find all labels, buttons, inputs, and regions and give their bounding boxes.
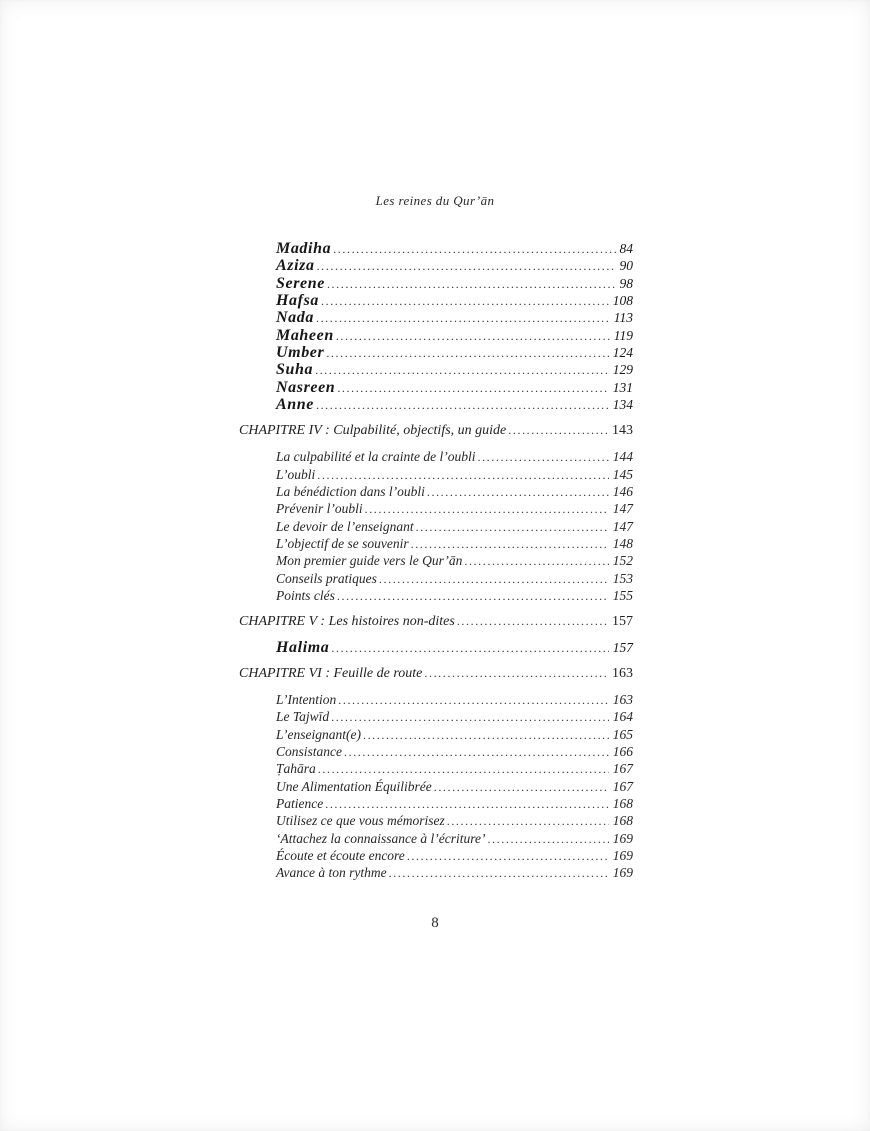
toc-entry-label: Umber <box>276 344 325 362</box>
toc-dot-leader <box>337 379 608 397</box>
toc-entry-label: Le devoir de l’enseignant <box>276 518 414 534</box>
toc-entry-label: Maheen <box>276 326 334 344</box>
toc-dot-leader <box>336 327 610 345</box>
toc-row <box>239 518 633 535</box>
toc-entry-page: 153 <box>612 570 633 586</box>
toc-dot-leader <box>416 518 609 536</box>
toc-dot-leader <box>427 483 609 501</box>
toc-row <box>239 795 633 812</box>
toc-entry-label: Patience <box>276 796 324 812</box>
toc-row <box>239 552 633 569</box>
toc-entry-label: CHAPITRE V : Les histoires non-dites <box>239 613 455 629</box>
toc-entry-label: Consistance <box>276 744 342 760</box>
toc-row <box>239 327 633 344</box>
toc-entry-label: Madiha <box>276 240 332 257</box>
toc-dot-leader <box>411 535 609 553</box>
toc-dot-leader <box>424 665 608 682</box>
toc-row <box>239 448 633 465</box>
toc-entry-page: 169 <box>612 848 633 864</box>
toc-entry-page: 124 <box>612 345 633 361</box>
toc-entry-label: L’oubli <box>276 466 316 482</box>
toc-entry-label: L’enseignant(e) <box>276 726 361 742</box>
toc-row <box>239 257 633 274</box>
toc-entry-label: Points clés <box>276 587 335 603</box>
toc-entry-page: 147 <box>612 501 633 517</box>
toc-entry-page: 144 <box>612 449 633 465</box>
toc-row <box>239 466 633 483</box>
toc-dot-leader <box>508 422 608 439</box>
toc-entry-label: Nasreen <box>276 378 336 396</box>
toc-entry-label: Mon premier guide vers le Qur’ān <box>276 553 463 569</box>
toc-row <box>239 778 633 795</box>
toc-dot-leader <box>333 240 615 258</box>
toc-entry-label: Écoute et écoute encore <box>276 848 405 864</box>
toc-entry-label: Halima <box>276 638 330 656</box>
toc-entry-label: Avance à ton rythme <box>276 865 387 881</box>
toc-entry-label: Prévenir l’oubli <box>276 501 363 517</box>
toc-entry-label: Utilisez ce que vous mémorisez <box>276 813 445 829</box>
toc-entry-page: 163 <box>612 666 633 681</box>
toc-entry-page: 98 <box>619 275 633 291</box>
toc-entry-page: 157 <box>612 613 633 629</box>
toc-entry-label: Nada <box>276 309 314 327</box>
toc-row <box>239 292 633 309</box>
toc-entry-label: CHAPITRE IV : Culpabilité, objectifs, un guide <box>239 423 507 439</box>
toc-row <box>239 864 633 881</box>
toc-entry-label: Hafsa <box>276 292 319 310</box>
toc-entry-label: L’objectif de se souvenir <box>276 535 409 551</box>
page-number: 8 <box>431 915 439 931</box>
toc-entry-page: 167 <box>612 761 633 777</box>
toc-entry-page: 169 <box>612 830 633 846</box>
toc-dot-leader <box>325 795 609 813</box>
toc-entry-page: 129 <box>612 362 633 378</box>
toc-dot-leader <box>321 292 609 310</box>
toc-entry-page: 131 <box>612 379 633 395</box>
toc-entry-page: 169 <box>612 865 633 881</box>
toc-row <box>239 587 633 604</box>
toc-entry-label: Une Alimentation Équilibrée <box>276 778 432 794</box>
toc-entry-label: Serene <box>276 274 325 292</box>
toc-dot-leader <box>316 396 609 414</box>
toc-row <box>239 691 633 708</box>
toc-dot-leader <box>365 500 609 518</box>
toc-row <box>239 500 633 517</box>
toc-row <box>239 760 633 777</box>
running-header: Les reines du Qur’ān <box>375 193 495 208</box>
toc-entry-page: 134 <box>612 397 633 413</box>
toc-entry-page: 167 <box>612 778 633 794</box>
toc-row <box>239 639 633 656</box>
toc-entry-page: 168 <box>612 796 633 812</box>
toc-entry-page: 145 <box>612 466 633 482</box>
toc-dot-leader <box>379 570 609 588</box>
toc-dot-leader <box>363 726 609 744</box>
toc-dot-leader <box>317 257 616 275</box>
toc-row <box>239 240 633 257</box>
toc-row <box>239 309 633 326</box>
toc-entry-page: 90 <box>619 258 633 274</box>
toc-row <box>239 422 633 439</box>
toc-row <box>239 830 633 847</box>
toc-dot-leader <box>315 361 609 379</box>
toc-dot-leader <box>331 708 609 726</box>
toc-entry-label: Aziza <box>276 257 315 275</box>
toc-entry-label: Anne <box>276 396 314 414</box>
toc-dot-leader <box>337 587 609 605</box>
toc-dot-leader <box>389 864 609 882</box>
toc-entry-page: 165 <box>612 726 633 742</box>
toc-entry-page: 143 <box>612 423 633 439</box>
toc-row <box>239 726 633 743</box>
toc-entry-label: Suha <box>276 361 314 379</box>
toc-dot-leader <box>487 830 608 848</box>
toc-row <box>239 743 633 760</box>
toc-row <box>239 379 633 396</box>
toc-entry-page: 108 <box>612 293 633 309</box>
toc-entry-page: 152 <box>612 553 633 569</box>
toc-row <box>239 535 633 552</box>
toc-row <box>239 275 633 292</box>
toc-dot-leader <box>457 613 608 630</box>
toc-entry-label: ‘Attachez la connaissance à l’écriture’ <box>276 830 486 846</box>
toc-dot-leader <box>344 743 609 761</box>
toc-row <box>239 483 633 500</box>
toc-entry-label: La culpabilité et la crainte de l’oubli <box>276 449 476 465</box>
toc-row <box>239 361 633 378</box>
toc-entry-page: 164 <box>612 709 633 725</box>
toc-entry-label: L’Intention <box>276 692 337 708</box>
toc-entry-page: 155 <box>612 587 633 603</box>
toc-entry-page: 84 <box>619 241 633 256</box>
toc-dot-leader <box>338 691 609 709</box>
toc-entry-page: 166 <box>612 744 633 760</box>
toc-entry-page: 168 <box>612 813 633 829</box>
toc-row <box>239 396 633 413</box>
toc-dot-leader <box>464 552 608 570</box>
toc-entry-label: La bénédiction dans l’oubli <box>276 483 425 499</box>
toc-dot-leader <box>447 812 609 830</box>
toc-entry-page: 148 <box>612 535 633 551</box>
toc-row <box>239 344 633 361</box>
toc-entry-page: 163 <box>612 692 633 708</box>
toc-dot-leader <box>317 466 608 484</box>
toc-entry-page: 146 <box>612 483 633 499</box>
toc-entry-page: 119 <box>613 327 633 343</box>
toc-dot-leader <box>316 309 610 327</box>
toc-row <box>239 847 633 864</box>
toc-dot-leader <box>434 778 609 796</box>
toc-entry-page: 113 <box>613 310 633 326</box>
toc-dot-leader <box>318 760 609 778</box>
toc-row <box>239 570 633 587</box>
toc-entry-label: Conseils pratiques <box>276 570 377 586</box>
toc-entry-label: Ṭahāra <box>276 761 316 777</box>
toc-row <box>239 613 633 630</box>
toc-row <box>239 812 633 829</box>
toc-row <box>239 708 633 725</box>
toc-dot-leader <box>331 639 608 657</box>
table-of-contents <box>239 240 633 882</box>
toc-row <box>239 665 633 682</box>
toc-entry-page: 157 <box>612 639 633 655</box>
toc-dot-leader <box>327 275 616 293</box>
toc-dot-leader <box>326 344 608 362</box>
toc-dot-leader <box>407 847 609 865</box>
toc-entry-label: CHAPITRE VI : Feuille de route <box>239 666 423 681</box>
toc-entry-page: 147 <box>612 518 633 534</box>
toc-entry-label: Le Tajwīd <box>276 709 330 725</box>
toc-dot-leader <box>477 448 608 466</box>
